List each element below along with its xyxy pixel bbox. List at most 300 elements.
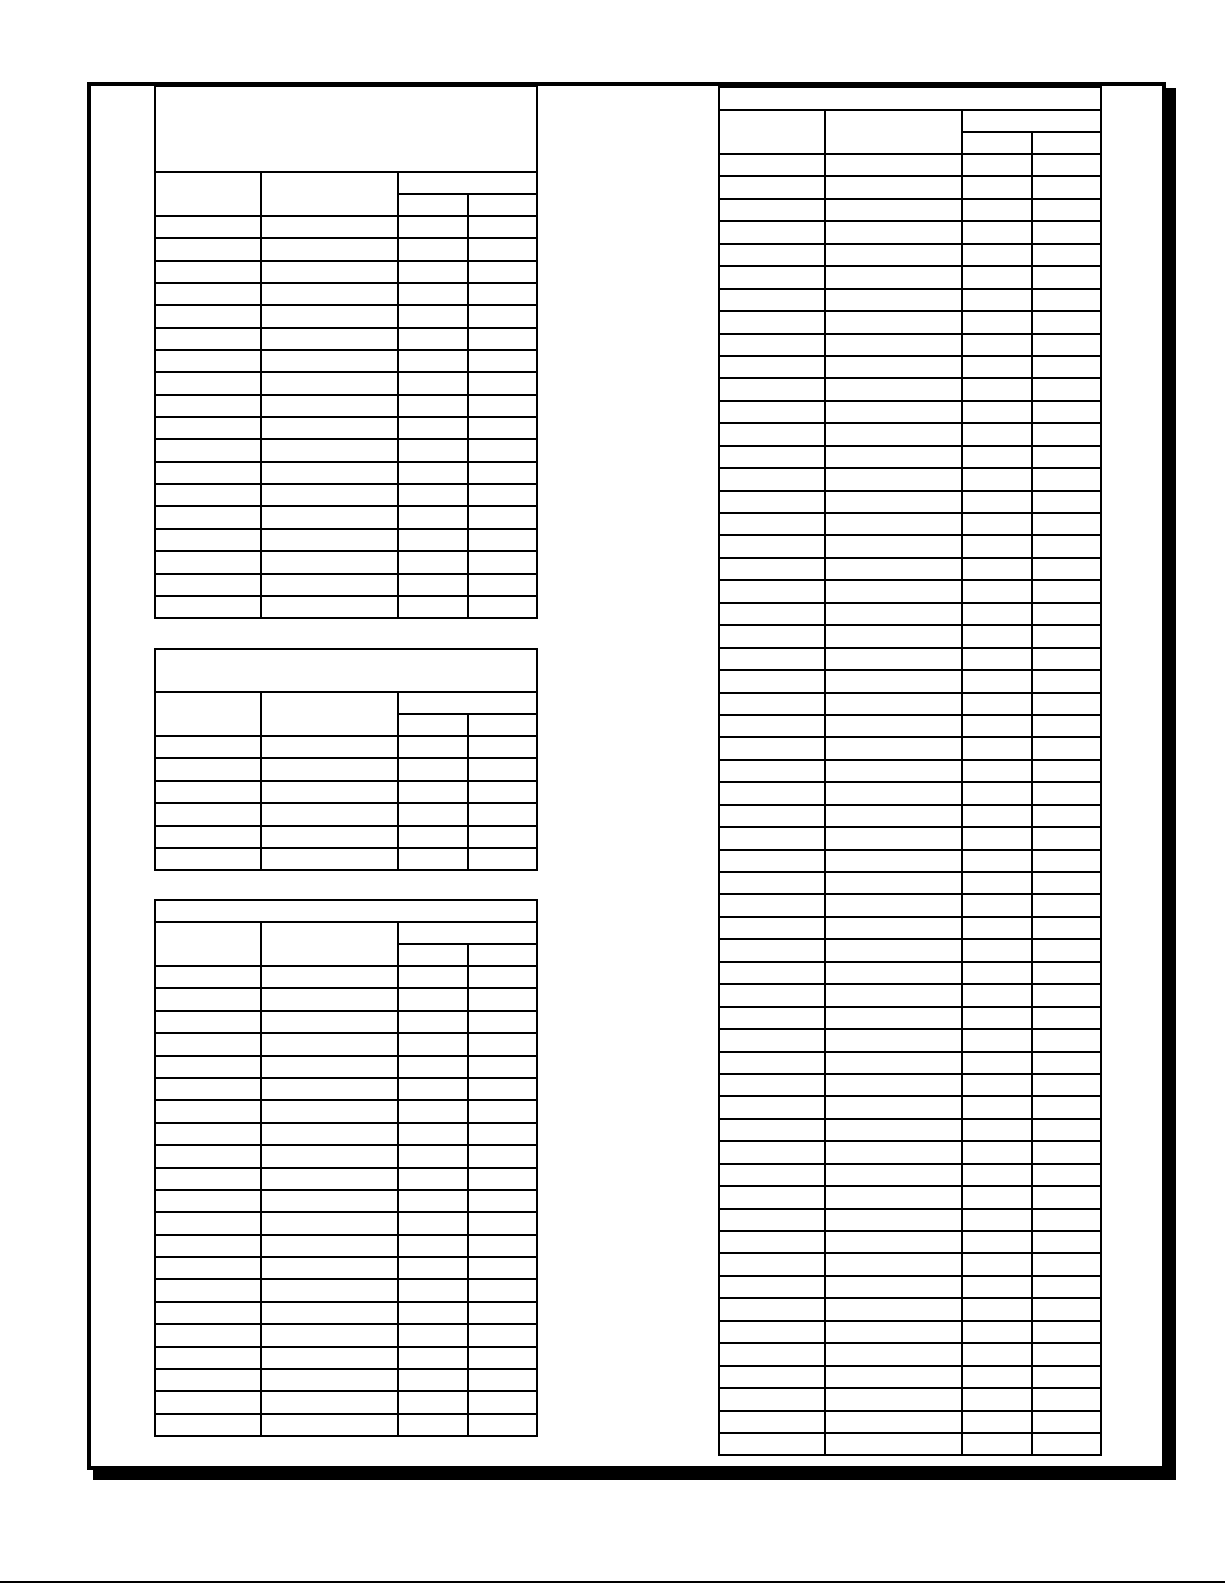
table-cell <box>155 484 261 506</box>
table-row <box>719 289 1101 311</box>
table-cell <box>962 693 1032 715</box>
table-cell <box>468 551 537 573</box>
table-cell <box>962 176 1032 198</box>
table-cell <box>468 1324 537 1346</box>
table-cell <box>155 439 261 461</box>
table-cell <box>962 468 1032 490</box>
table-row <box>155 1078 537 1100</box>
table-row <box>155 439 537 461</box>
table-cell <box>398 596 468 618</box>
table-cell <box>398 1369 468 1391</box>
table-cell <box>1032 1096 1101 1118</box>
table-cell <box>398 350 468 372</box>
table-cell <box>261 462 398 484</box>
table-cell <box>468 506 537 528</box>
table-cell <box>1032 244 1101 266</box>
table-cell <box>1032 872 1101 894</box>
table-cell <box>719 1052 825 1074</box>
table-cell <box>261 439 398 461</box>
table-cell <box>261 283 398 305</box>
table-cell <box>825 850 962 872</box>
table-cell <box>825 535 962 557</box>
table-cell <box>719 1321 825 1343</box>
table-row <box>719 805 1101 827</box>
table-cell <box>719 356 825 378</box>
table-cell <box>1032 401 1101 423</box>
table-cell <box>261 988 398 1010</box>
table-cell <box>468 529 537 551</box>
table-cell <box>962 894 1032 916</box>
table-cell <box>1032 378 1101 400</box>
table-cell <box>719 1343 825 1365</box>
table-cell <box>1032 468 1101 490</box>
table-cell <box>825 1433 962 1455</box>
table-cell <box>1032 1253 1101 1275</box>
table-cell <box>962 805 1032 827</box>
table-cell <box>398 529 468 551</box>
table-cell <box>155 1257 261 1279</box>
table-cell <box>261 350 398 372</box>
table-row <box>155 283 537 305</box>
table-cell <box>398 781 468 803</box>
table-row <box>719 423 1101 445</box>
table-cell <box>155 781 261 803</box>
table-cell <box>468 1145 537 1167</box>
table-row <box>155 1414 537 1436</box>
bottom-rule <box>0 1581 1225 1583</box>
table-cell <box>155 1302 261 1324</box>
table-row <box>719 378 1101 400</box>
table-cell <box>1032 176 1101 198</box>
table-row <box>719 1209 1101 1231</box>
table-cell <box>1032 1343 1101 1365</box>
table-cell <box>962 737 1032 759</box>
table-cell <box>468 1078 537 1100</box>
table-cell <box>155 826 261 848</box>
table-row <box>719 244 1101 266</box>
table-cell <box>468 1302 537 1324</box>
table-cell <box>1032 446 1101 468</box>
table-cell <box>825 244 962 266</box>
header-cell <box>825 110 962 154</box>
table-row <box>719 1007 1101 1029</box>
table-cell <box>719 311 825 333</box>
table-cell <box>962 625 1032 647</box>
table-cell <box>468 988 537 1010</box>
table-row <box>155 826 537 848</box>
table-cell <box>962 491 1032 513</box>
table-cell <box>962 423 1032 445</box>
table-cell <box>1032 356 1101 378</box>
table-cell <box>398 1414 468 1436</box>
subheader-cell <box>398 714 468 736</box>
table-cell <box>1032 1231 1101 1253</box>
table-cell <box>825 1411 962 1433</box>
table-cell <box>1032 1029 1101 1051</box>
table-cell <box>155 529 261 551</box>
table-cell <box>468 736 537 758</box>
table-cell <box>155 395 261 417</box>
table-cell <box>398 1033 468 1055</box>
table-cell <box>155 1324 261 1346</box>
table-cell <box>155 350 261 372</box>
table-row <box>155 1369 537 1391</box>
table-cell <box>962 1366 1032 1388</box>
table-cell <box>962 1074 1032 1096</box>
table-cell <box>155 283 261 305</box>
table-cell <box>719 1231 825 1253</box>
table-cell <box>719 289 825 311</box>
table-cell <box>1032 289 1101 311</box>
table-2 <box>154 648 538 871</box>
table-cell <box>962 1388 1032 1410</box>
subheader-cell <box>1032 132 1101 154</box>
table-cell <box>962 962 1032 984</box>
table-row <box>155 484 537 506</box>
table-cell <box>962 513 1032 535</box>
table-cell <box>398 988 468 1010</box>
table-row <box>155 966 537 988</box>
table-cell <box>155 1190 261 1212</box>
table-cell <box>398 1302 468 1324</box>
table-cell <box>719 737 825 759</box>
table-cell <box>719 491 825 513</box>
table-cell <box>261 1324 398 1346</box>
table-cell <box>398 417 468 439</box>
table-cell <box>962 356 1032 378</box>
table-cell <box>719 1164 825 1186</box>
table-cell <box>1032 917 1101 939</box>
table-cell <box>719 558 825 580</box>
table-cell <box>398 1190 468 1212</box>
table-cell <box>261 1056 398 1078</box>
table-cell <box>1032 648 1101 670</box>
table-title <box>155 86 537 172</box>
table-cell <box>719 648 825 670</box>
table-cell <box>962 1141 1032 1163</box>
table-row <box>155 1302 537 1324</box>
table-cell <box>261 1033 398 1055</box>
table-cell <box>962 1007 1032 1029</box>
table-cell <box>825 1096 962 1118</box>
table-row <box>155 216 537 238</box>
table-cell <box>962 1096 1032 1118</box>
table-row <box>719 468 1101 490</box>
table-cell <box>261 328 398 350</box>
table-cell <box>261 966 398 988</box>
table-cell <box>155 1145 261 1167</box>
table-cell <box>261 216 398 238</box>
table-cell <box>398 439 468 461</box>
table-row <box>155 1257 537 1279</box>
table-row <box>719 446 1101 468</box>
table-cell <box>825 378 962 400</box>
table-cell <box>468 439 537 461</box>
table-cell <box>719 1433 825 1455</box>
table-cell <box>1032 1119 1101 1141</box>
table-row <box>719 580 1101 602</box>
table-cell <box>1032 535 1101 557</box>
table-cell <box>1032 805 1101 827</box>
table-cell <box>719 401 825 423</box>
table-cell <box>719 715 825 737</box>
table-cell <box>719 894 825 916</box>
table-row <box>155 1391 537 1413</box>
table-cell <box>398 758 468 780</box>
table-cell <box>1032 1366 1101 1388</box>
table-cell <box>1032 1411 1101 1433</box>
table-cell <box>719 1253 825 1275</box>
table-cell <box>155 1123 261 1145</box>
table-cell <box>719 513 825 535</box>
table-cell <box>468 1257 537 1279</box>
table-cell <box>719 670 825 692</box>
table-cell <box>155 1279 261 1301</box>
table-row <box>719 603 1101 625</box>
table-cell <box>825 1186 962 1208</box>
table-row <box>719 962 1101 984</box>
table-cell <box>398 1257 468 1279</box>
subheader-cell <box>962 132 1032 154</box>
table-cell <box>962 603 1032 625</box>
table-row <box>719 1119 1101 1141</box>
table-cell <box>962 1276 1032 1298</box>
table-cell <box>1032 670 1101 692</box>
table-cell <box>261 596 398 618</box>
table-cell <box>719 1029 825 1051</box>
table-cell <box>468 1279 537 1301</box>
table-cell <box>1032 1321 1101 1343</box>
table-cell <box>261 758 398 780</box>
table-cell <box>261 736 398 758</box>
table-row <box>719 1141 1101 1163</box>
table-cell <box>825 266 962 288</box>
table-cell <box>468 1235 537 1257</box>
table-cell <box>962 401 1032 423</box>
table-cell <box>825 513 962 535</box>
table-cell <box>962 580 1032 602</box>
table-cell <box>719 1411 825 1433</box>
table-cell <box>468 803 537 825</box>
table-cell <box>719 244 825 266</box>
table-cell <box>719 176 825 198</box>
table-cell <box>261 551 398 573</box>
table-cell <box>468 350 537 372</box>
table-cell <box>1032 154 1101 176</box>
table-row <box>155 417 537 439</box>
table-cell <box>719 760 825 782</box>
table-cell <box>825 693 962 715</box>
table-cell <box>398 506 468 528</box>
table-cell <box>1032 199 1101 221</box>
table-row <box>719 1276 1101 1298</box>
table-row <box>719 670 1101 692</box>
table-cell <box>398 484 468 506</box>
table-cell <box>825 648 962 670</box>
table-cell <box>719 199 825 221</box>
table-cell <box>719 693 825 715</box>
table-cell <box>1032 221 1101 243</box>
table-cell <box>1032 984 1101 1006</box>
table-cell <box>155 1100 261 1122</box>
table-cell <box>825 423 962 445</box>
table-cell <box>261 803 398 825</box>
table-cell <box>962 1164 1032 1186</box>
table-cell <box>468 1011 537 1033</box>
table-cell <box>1032 715 1101 737</box>
table-row <box>719 1164 1101 1186</box>
table-cell <box>1032 558 1101 580</box>
table-cell <box>398 328 468 350</box>
table-cell <box>825 199 962 221</box>
table-cell <box>825 1343 962 1365</box>
table-row <box>719 625 1101 647</box>
table-row <box>155 1168 537 1190</box>
table-cell <box>962 1052 1032 1074</box>
table-cell <box>261 781 398 803</box>
table-cell <box>962 648 1032 670</box>
table-cell <box>962 1343 1032 1365</box>
table-cell <box>962 715 1032 737</box>
header-cell <box>155 172 261 216</box>
table-row <box>719 782 1101 804</box>
table-cell <box>825 827 962 849</box>
table-row <box>719 1366 1101 1388</box>
header-group-cell <box>962 110 1101 132</box>
table-row <box>719 266 1101 288</box>
table-row <box>719 850 1101 872</box>
table-row <box>719 737 1101 759</box>
table-cell <box>962 1321 1032 1343</box>
table-cell <box>1032 1052 1101 1074</box>
table-row <box>155 1056 537 1078</box>
table-cell <box>962 558 1032 580</box>
table-cell <box>261 1212 398 1234</box>
table-cell <box>261 1257 398 1279</box>
table-row <box>719 491 1101 513</box>
table-cell <box>962 311 1032 333</box>
table-row <box>155 551 537 573</box>
table-cell <box>155 758 261 780</box>
table-row <box>719 1096 1101 1118</box>
table-cell <box>719 1388 825 1410</box>
table-row <box>719 760 1101 782</box>
table-cell <box>962 154 1032 176</box>
table-cell <box>155 1033 261 1055</box>
table-cell <box>825 917 962 939</box>
table-cell <box>825 715 962 737</box>
table-cell <box>398 1100 468 1122</box>
table-cell <box>468 417 537 439</box>
table-row <box>155 1190 537 1212</box>
table-cell <box>962 827 1032 849</box>
table-row <box>155 988 537 1010</box>
table-cell <box>825 1209 962 1231</box>
table-cell <box>155 1235 261 1257</box>
table-row <box>155 1011 537 1033</box>
table-cell <box>1032 334 1101 356</box>
table-row <box>719 693 1101 715</box>
table-row <box>719 715 1101 737</box>
table-cell <box>155 736 261 758</box>
table-cell <box>468 1414 537 1436</box>
table-cell <box>825 1366 962 1388</box>
header-group-cell <box>398 172 537 194</box>
table-cell <box>398 216 468 238</box>
table-cell <box>825 491 962 513</box>
table-cell <box>1032 1141 1101 1163</box>
table-cell <box>719 446 825 468</box>
table-cell <box>825 1231 962 1253</box>
table-cell <box>1032 850 1101 872</box>
table-row <box>155 395 537 417</box>
subheader-cell <box>468 944 537 966</box>
table-cell <box>825 670 962 692</box>
table-cell <box>962 199 1032 221</box>
table-cell <box>719 468 825 490</box>
table-cell <box>825 580 962 602</box>
table-cell <box>261 261 398 283</box>
table-row <box>719 917 1101 939</box>
table-cell <box>155 574 261 596</box>
table-row <box>719 535 1101 557</box>
table-cell <box>468 781 537 803</box>
table-cell <box>468 283 537 305</box>
table-cell <box>962 289 1032 311</box>
subheader-cell <box>468 194 537 216</box>
table-row <box>719 176 1101 198</box>
table-cell <box>962 1029 1032 1051</box>
table-cell <box>398 848 468 870</box>
table-cell <box>719 423 825 445</box>
table-cell <box>468 1033 537 1055</box>
table-cell <box>261 1391 398 1413</box>
table-cell <box>155 1369 261 1391</box>
table-cell <box>719 1141 825 1163</box>
table-cell <box>825 334 962 356</box>
table-cell <box>155 966 261 988</box>
table-cell <box>261 529 398 551</box>
table-cell <box>261 1123 398 1145</box>
table-row <box>155 1100 537 1122</box>
table-cell <box>719 221 825 243</box>
table-row <box>155 758 537 780</box>
table-cell <box>825 1119 962 1141</box>
table-cell <box>1032 603 1101 625</box>
table-row <box>719 311 1101 333</box>
table-cell <box>825 872 962 894</box>
header-group-cell <box>398 922 537 944</box>
table-cell <box>962 1119 1032 1141</box>
table-cell <box>468 1123 537 1145</box>
table-cell <box>825 311 962 333</box>
table-cell <box>962 670 1032 692</box>
table-cell <box>719 266 825 288</box>
table-1 <box>154 85 538 619</box>
table-cell <box>155 1391 261 1413</box>
header-cell <box>155 922 261 966</box>
table-row <box>155 1347 537 1369</box>
table-cell <box>962 1186 1032 1208</box>
table-cell <box>468 238 537 260</box>
table-cell <box>155 1414 261 1436</box>
table-cell <box>962 1209 1032 1231</box>
table-cell <box>261 417 398 439</box>
table-cell <box>825 1276 962 1298</box>
table-cell <box>719 827 825 849</box>
table-cell <box>825 1007 962 1029</box>
table-cell <box>468 261 537 283</box>
